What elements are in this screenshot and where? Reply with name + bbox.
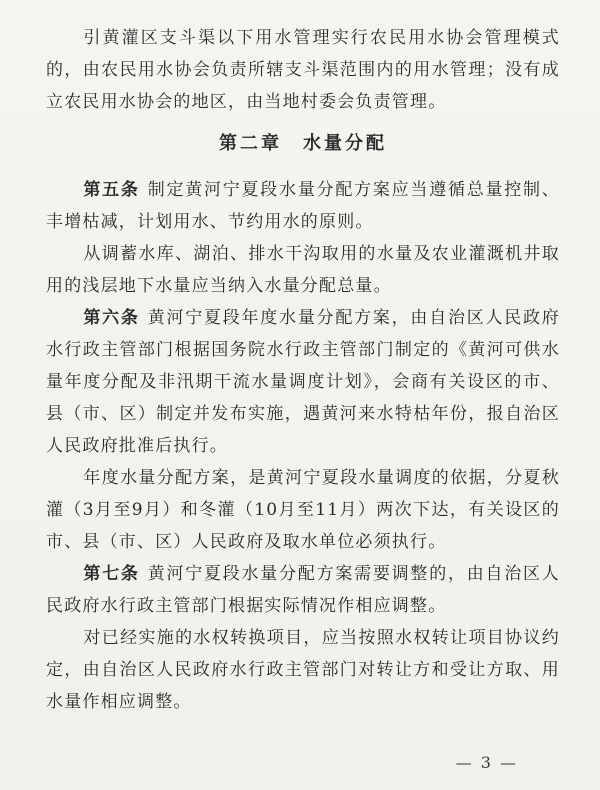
article-6 [46,302,560,462]
paragraph-intro: 引黄灌区支斗渠以下用水管理实行农民用水协会管理模式的，由农民用水协会负责所辖支斗渠范围内的用水管理；没有成立农民用水协会的地区，由当地村委会负责管理。 [46,28,560,112]
article-7-label: 第七条 [83,564,140,584]
article-6-paragraph-2: 年度水量分配方案，是黄河宁夏段水量调度的依据，分夏秋灌（3月至9月）和冬灌（10月至11月）两次下达，有关设区的市、县（市、区）人民政府及取水单位必须执行。 [46,468,560,552]
chapter-title: 第二章 水量分配 [219,133,387,154]
article-6-label: 第六条 [83,308,140,328]
article-6-body: 黄河宁夏段年度水量分配方案，由自治区人民政府水行政主管部门根据国务院水行政主管部门制定的《黄河可供水量年度分配及非汛期干流水量调度计划》，会商有关设区的市、县（市、区）制定并发布实施，遇黄河来水特枯年份，报自治区人民政府批准后执行。 [46,308,560,456]
article-5-paragraph-2: 从调蓄水库、湖泊、排水干沟取用的水量及农业灌溉机井取用的浅层地下水量应当纳入水量分配总量。 [46,244,560,296]
article-5-label: 第五条 [83,180,140,200]
article-7-paragraph-2: 对已经实施的水权转换项目，应当按照水权转让项目协议约定，由自治区人民政府水行政主管部门对转让方和受让方取、用水量作相应调整。 [46,628,560,712]
article-5 [46,174,560,238]
article-5-body: 制定黄河宁夏段水量分配方案应当遵循总量控制、丰增枯减，计划用水、节约用水的原则。 [46,180,560,232]
page-number: — 3 — [455,753,518,772]
article-7-body: 黄河宁夏段水量分配方案需要调整的，由自治区人民政府水行政主管部门根据实际情况作相应调整。 [46,564,560,616]
article-7 [46,558,560,622]
